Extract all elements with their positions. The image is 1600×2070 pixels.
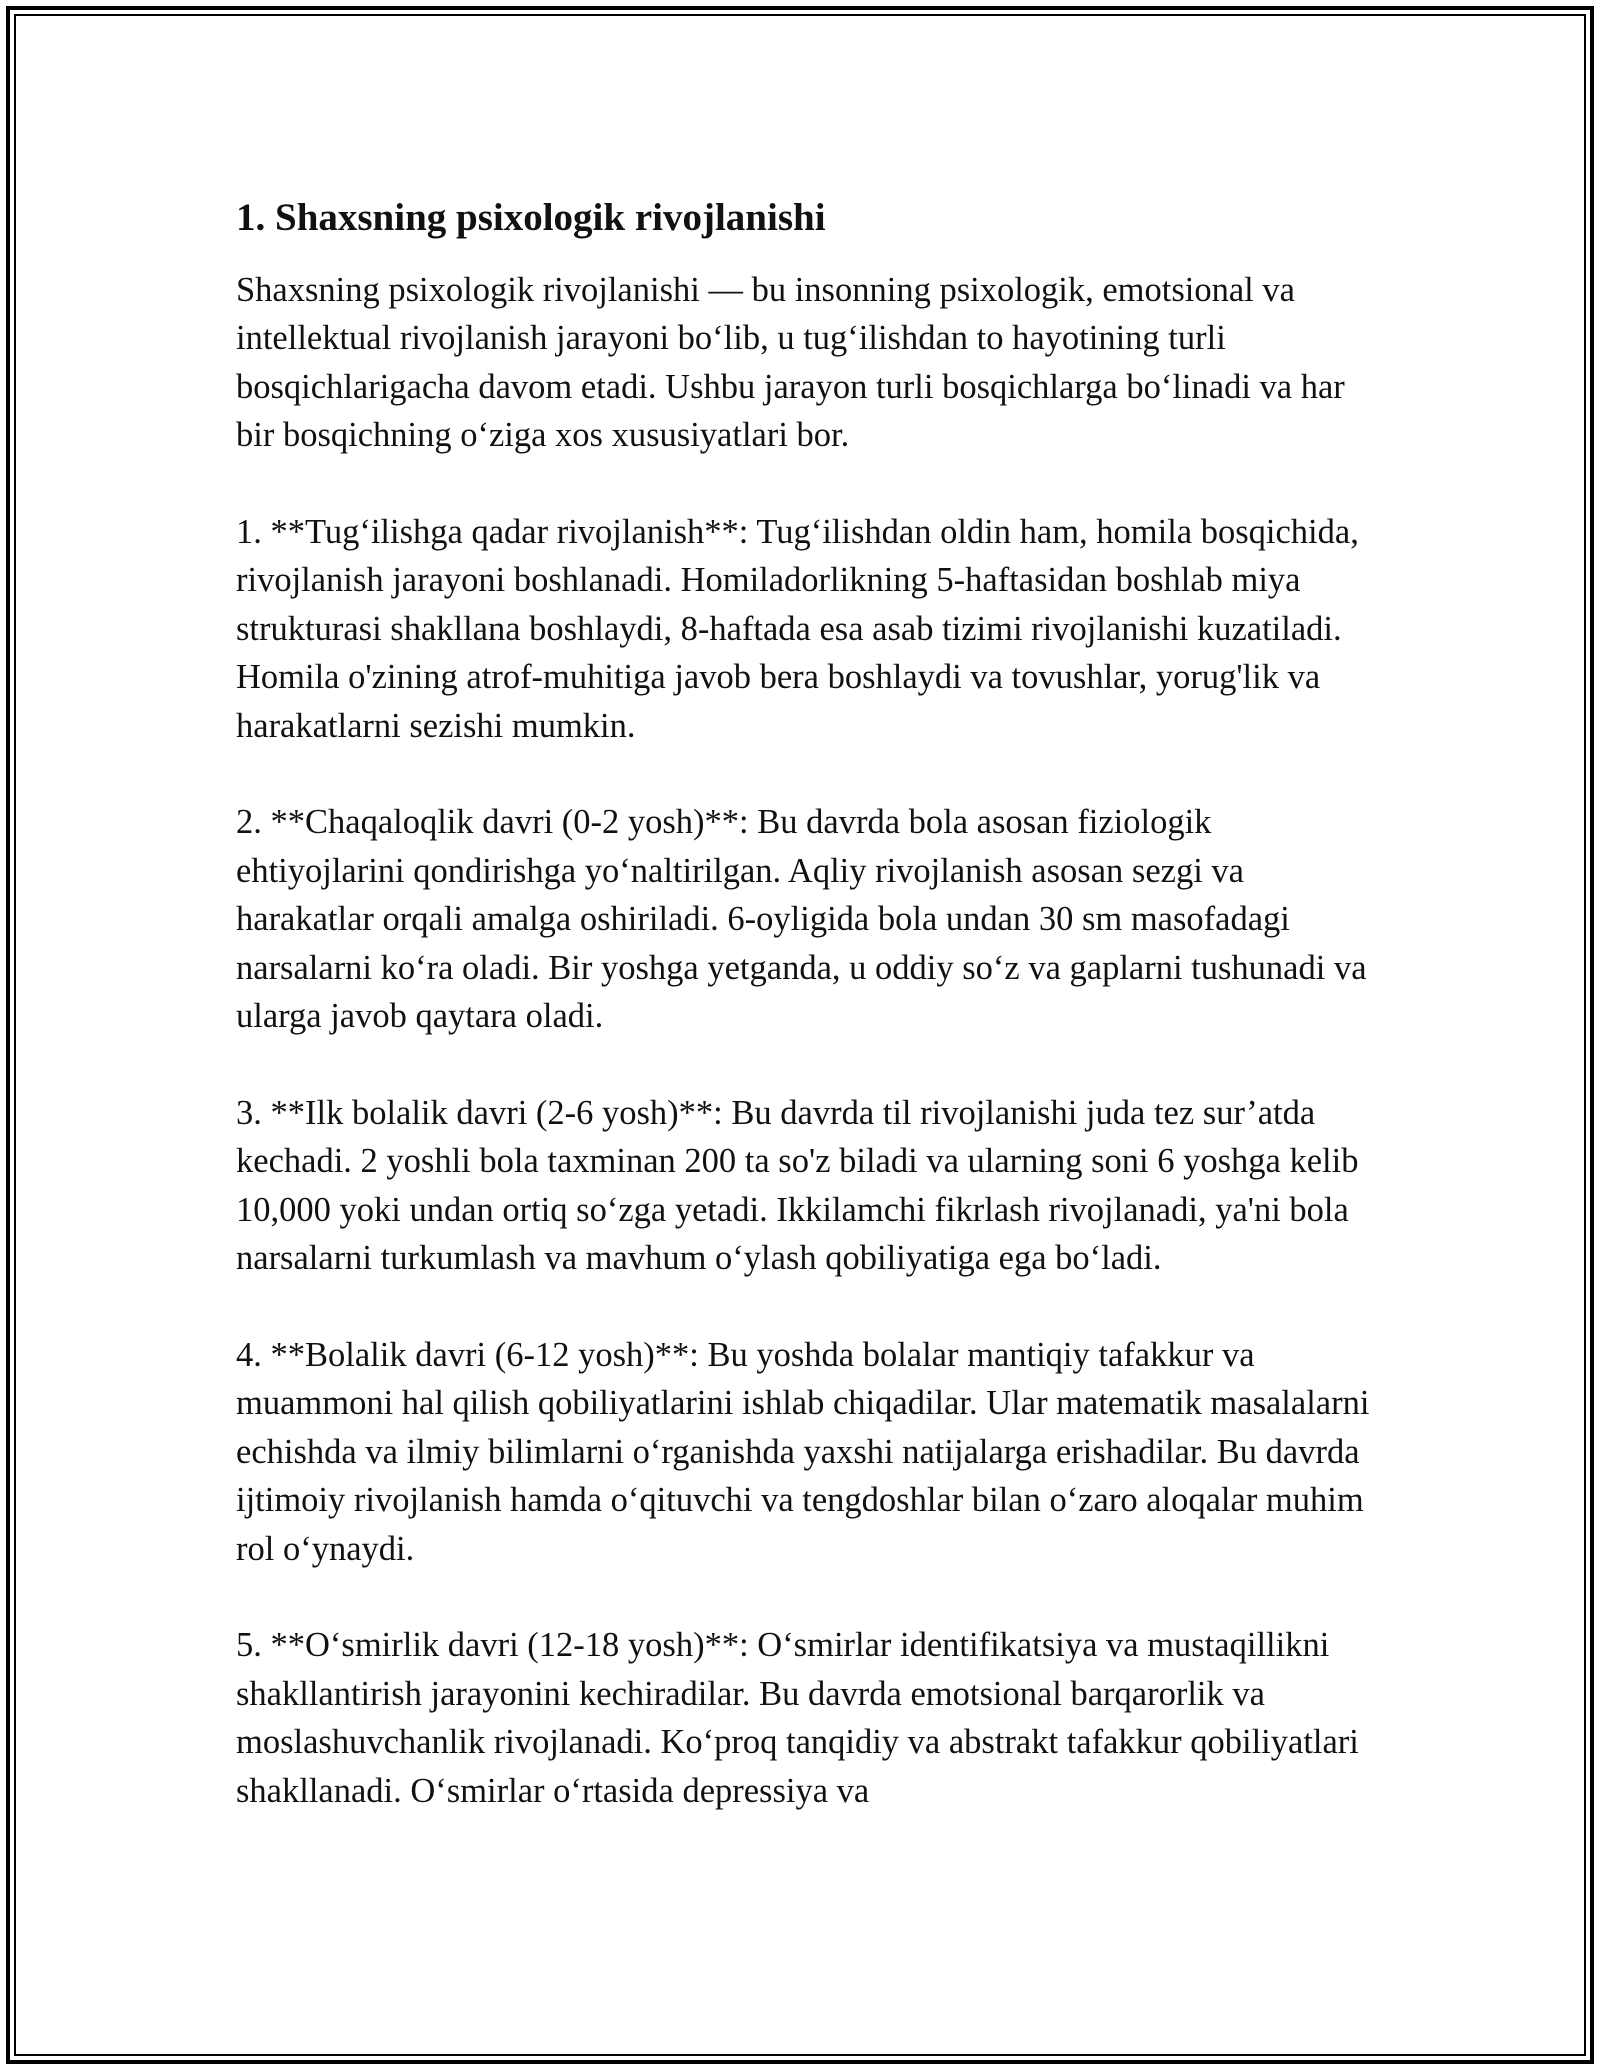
- intro-paragraph: Shaxsning psixologik rivojlanishi — bu insonning psixologik, emotsional va intellektual rivojlanish jarayoni bo‘lib, u tug‘ilishdan to hayotining turli bosqichlarigacha davom etadi. Ushbu jarayon turli bosqichlarga bo‘linadi va har bir bosqichning o‘ziga xos xususiyatlari bor.: [236, 271, 1345, 455]
- paragraph-infancy: 2. **Chaqaloqlik davri (0-2 yosh)**: Bu davrda bola asosan fiziologik ehtiyojlarini qondirishga yo‘naltirilgan. Aqliy rivojlanish asosan sezgi va harakatlar orqali amalga oshiriladi. 6-oyligida bola undan 30 sm masofadagi narsalarni ko‘ra oladi. Bir yoshga yetganda, u oddiy so‘z va gaplarni tushunadi va ularga javob qaytara oladi.: [236, 803, 1367, 1036]
- paragraph-adolescence: 5. **O‘smirlik davri (12-18 yosh)**: O‘smirlar identifikatsiya va mustaqillikni shakllantirish jarayonini kechiradilar. Bu davrda emotsional barqarorlik va moslashuvchanlik rivojlanadi. Ko‘proq tanqidiy va abstrakt tafakkur qobiliyatlari shakllanadi. O‘smirlar o‘rtasida depressiya va: [236, 1626, 1359, 1810]
- paragraph-prenatal: 1. **Tug‘ilishga qadar rivojlanish**: Tug‘ilishdan oldin ham, homila bosqichida, rivojlanish jarayoni boshlanadi. Homiladorlikning 5-haftasidan boshlab miya strukturasi shakllana boshlaydi, 8-haftada esa asab tizimi rivojlanishi kuzatiladi. Homila o'zining atrof-muhitiga javob bera boshlaydi va tovushlar, yorug'lik va harakatlarni sezishi mumkin.: [236, 513, 1359, 745]
- paragraph-childhood: 4. **Bolalik davri (6-12 yosh)**: Bu yoshda bolalar mantiqiy tafakkur va muammoni hal qilish qobiliyatlarini ishlab chiqadilar. Ular matematik masalalarni echishda va ilmiy bilimlarni o‘rganishda yaxshi natijalarga erishadilar. Bu davrda ijtimoiy rivojlanish hamda o‘qituvchi va tengdoshlar bilan o‘zaro aloqalar muhim rol o‘ynaydi.: [236, 1335, 1370, 1568]
- section-heading: 1. Shaxsning psixologik rivojlanishi: [236, 196, 826, 239]
- paragraph-early-childhood: 3. **Ilk bolalik davri (2-6 yosh)**: Bu davrda til rivojlanishi juda tez sur’atda kechadi. 2 yoshli bola taxminan 200 ta so'z biladi va ularning soni 6 yoshga kelib 10,000 yoki undan ortiq so‘zga yetadi. Ikkilamchi fikrlash rivojlanadi, ya'ni bola narsalarni turkumlash va mavhum o‘ylash qobiliyatiga ega bo‘ladi.: [236, 1093, 1359, 1278]
- document-body: [236, 180, 1376, 1863]
